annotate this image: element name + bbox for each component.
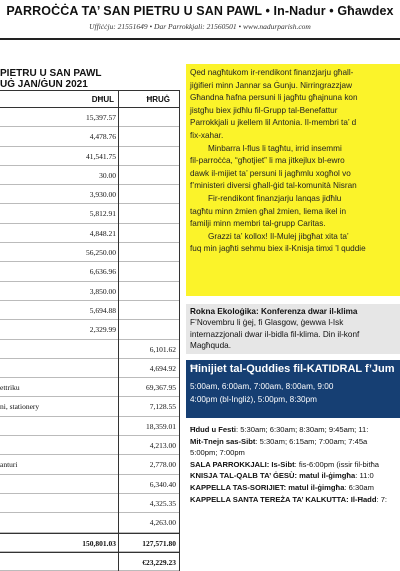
notice-line: jiġifieri minn Jannar sa Ġunju. Nirringrazzjaw xyxy=(190,80,352,90)
finance-row-income: 56,250.00 xyxy=(86,248,116,258)
finance-row xyxy=(0,475,180,494)
eco-corner-title: Rokna Ekoloġika: Konferenza dwar il-klima xyxy=(190,307,358,316)
total-expense: 127,571.80 xyxy=(142,538,176,548)
notice-line: f’ministeri diversi għall-ġid tal-komunità Nisran xyxy=(190,181,357,191)
notice-line: Minbarra l-flus li tagħtu, irrid insemmi xyxy=(208,143,342,153)
finance-row-income: 41,541.75 xyxy=(86,151,116,161)
schedule-label: Mit-Tnejn sas-Sibt xyxy=(190,436,256,446)
schedule-times: : 6:30am xyxy=(344,482,374,492)
finance-row-income: 30.00 xyxy=(99,170,116,180)
notice-line: fil-parroċċa, “għotjiet” li ma jitkejlux bl-ewro xyxy=(190,156,345,166)
schedule-row xyxy=(186,494,400,506)
notice-line: dawk il-mijiet ta’ persuni li jagħmlu xogħol vo xyxy=(190,168,351,178)
finance-row xyxy=(0,224,180,243)
schedule-label: KNISJA TAL-QALB TA’ ĠESÙ: matul il-ġimgħa xyxy=(190,471,356,481)
table-divider xyxy=(118,90,119,571)
notice-line: Għandna ħafna persuni li jagħtu għajnuna kon xyxy=(190,93,358,103)
finance-row-income: 6,636.96 xyxy=(89,267,116,277)
finance-row-income: 5,694.88 xyxy=(89,305,116,315)
finance-row-income: 3,850.00 xyxy=(89,286,116,296)
finance-row-income: 3,930.00 xyxy=(89,190,116,200)
schedule-row xyxy=(186,470,400,482)
finance-row-expense: 6,340.40 xyxy=(149,479,176,489)
finance-title-line1: PIETRU U SAN PAWL xyxy=(0,68,102,79)
finance-notice-box xyxy=(186,64,400,296)
finance-row xyxy=(0,127,180,146)
finance-table-header xyxy=(0,90,180,108)
eco-corner-line: F’Novembru li ġej, fi Glasgow, ġewwa l-Isk xyxy=(190,318,344,328)
eco-corner-box xyxy=(186,304,400,354)
schedule-row xyxy=(186,436,400,448)
mass-times-line: 4:00pm (bl-Ingliż), 5:00pm, 8:30pm xyxy=(190,395,317,404)
schedule-row xyxy=(186,447,400,459)
schedule-times: : fis-6:00pm (issir fil-bitħa xyxy=(294,459,380,469)
mass-times-box xyxy=(186,360,400,418)
schedule-row xyxy=(186,459,400,471)
finance-rows xyxy=(0,108,180,533)
notice-line: familji minn membri tal-grupp Caritas. xyxy=(190,219,326,229)
notice-line: Parrokkjali u jkellem lil Antonia. Il-membri ta’ d xyxy=(190,118,357,128)
income-column-header: DĦUL xyxy=(91,95,114,104)
schedule-times: : 5:30am; 6:15am; 7:00am; 7:45a xyxy=(255,436,368,446)
finance-row xyxy=(0,320,180,339)
finance-row xyxy=(0,243,180,262)
expense-column-header: ĦRUĠ xyxy=(146,95,170,104)
parish-title: PARROĊĊA TA’ SAN PIETRU U SAN PAWL • In-Nadur • Għawdex xyxy=(6,4,394,18)
finance-row-label: ni, stationery xyxy=(0,402,40,412)
finance-row-label: ettriku xyxy=(0,383,20,393)
finance-balance-row xyxy=(0,552,180,571)
schedule-label: KAPPELLA TAS-SORIJIET: matul il-ġimgħa xyxy=(190,482,345,492)
newsletter-header xyxy=(0,0,400,40)
balance-value: €23,229.23 xyxy=(142,557,176,567)
notice-line: tagħtu minn żmien għal żmien, liema ikel in xyxy=(190,206,347,216)
table-border xyxy=(179,90,180,571)
finance-row-label: anturi xyxy=(0,460,18,470)
finance-row-income: 4,478.76 xyxy=(89,132,116,142)
finance-row xyxy=(0,108,180,127)
finance-table xyxy=(0,90,180,571)
notice-line: fuq min jagħti sehmu biex il-Knisja timxi ’l quddie xyxy=(190,244,366,254)
schedule-times: : 7: xyxy=(376,494,388,504)
schedule-times: : 11:0 xyxy=(355,471,374,481)
finance-row-expense: 7,128.55 xyxy=(149,402,176,412)
finance-row xyxy=(0,147,180,166)
finance-row xyxy=(0,417,180,436)
finance-row-income: 4,848.21 xyxy=(89,228,116,238)
notice-line: Qed nagħtukom ir-rendikont finanzjarju għall- xyxy=(190,68,354,77)
finance-row-expense: 6,101.62 xyxy=(149,344,176,354)
finance-row xyxy=(0,455,180,474)
finance-row-expense: 4,325.35 xyxy=(149,498,176,508)
parish-schedule xyxy=(186,424,400,533)
mass-times-list xyxy=(190,380,333,406)
finance-total-row xyxy=(0,533,180,552)
notice-line: Grazzi ta’ kollox! Il-Mulej jibgħat xita ta’ xyxy=(208,231,349,241)
finance-row xyxy=(0,494,180,513)
schedule-row xyxy=(186,424,400,436)
mass-times-line: 5:00am, 6:00am, 7:00am, 8:00am, 9:00 xyxy=(190,382,334,391)
schedule-label: SALA PARROKKJALI: Is-Sibt xyxy=(190,459,295,469)
finance-row xyxy=(0,378,180,397)
news-column xyxy=(182,40,400,533)
finance-row-expense: 4,263.00 xyxy=(149,518,176,528)
schedule-label: KAPPELLA SANTA TEREŻA TA’ KALKUTTA: Il-Ħadd xyxy=(190,494,377,504)
finance-row xyxy=(0,397,180,416)
notice-line: Fir-rendikont finanzjarju lanqas jidħlu xyxy=(208,193,342,203)
eco-corner-line: internazzjonali dwar il-bidla fil-klima. Din il-konf xyxy=(190,329,360,339)
finance-row xyxy=(0,301,180,320)
finance-row-income: 2,329.99 xyxy=(89,325,116,335)
parish-contacts: Uffiċċju: 21551649 • Dar Parrokkjali: 21560501 • www.nadurparish.com xyxy=(89,22,311,31)
finance-row-expense: 18,359.01 xyxy=(146,421,176,431)
finance-row-income: 5,812.91 xyxy=(89,209,116,219)
schedule-row xyxy=(186,482,400,494)
total-income: 150,801.03 xyxy=(82,538,116,548)
schedule-times: : 5:30am; 6:30am; 8:30am; 9:45am; 11: xyxy=(235,425,369,434)
eco-corner-line: Magħquda. xyxy=(190,341,231,351)
finance-row xyxy=(0,359,180,378)
schedule-label: Ħdud u Festi xyxy=(190,425,236,434)
finance-row-expense: 2,778.00 xyxy=(149,460,176,470)
finance-row-income: 15,397.57 xyxy=(86,113,116,122)
notice-line: jistgħu biex jidħlu fil-Grupp tal-Benefattur xyxy=(190,105,338,115)
finance-row xyxy=(0,513,180,532)
schedule-times: 5:00pm; 7:00pm xyxy=(190,448,245,458)
finance-row-expense: 4,694.92 xyxy=(149,363,176,373)
finance-row xyxy=(0,436,180,455)
finance-title-line2: UĠ JAN/ĠUN 2021 xyxy=(0,79,88,90)
finance-title xyxy=(0,68,101,90)
finance-row xyxy=(0,340,180,359)
finance-row xyxy=(0,204,180,223)
finance-row xyxy=(0,262,180,281)
finance-row xyxy=(0,166,180,185)
finance-column xyxy=(0,40,182,567)
finance-row xyxy=(0,282,180,301)
notice-line: fix-xahar. xyxy=(190,130,224,140)
finance-row-expense: 69,367.95 xyxy=(146,383,176,393)
finance-row-expense: 4,213.00 xyxy=(149,441,176,451)
finance-row xyxy=(0,185,180,204)
mass-times-title: Ħinijiet tal-Quddies fil-KATIDRAL f’Jum xyxy=(190,363,395,375)
